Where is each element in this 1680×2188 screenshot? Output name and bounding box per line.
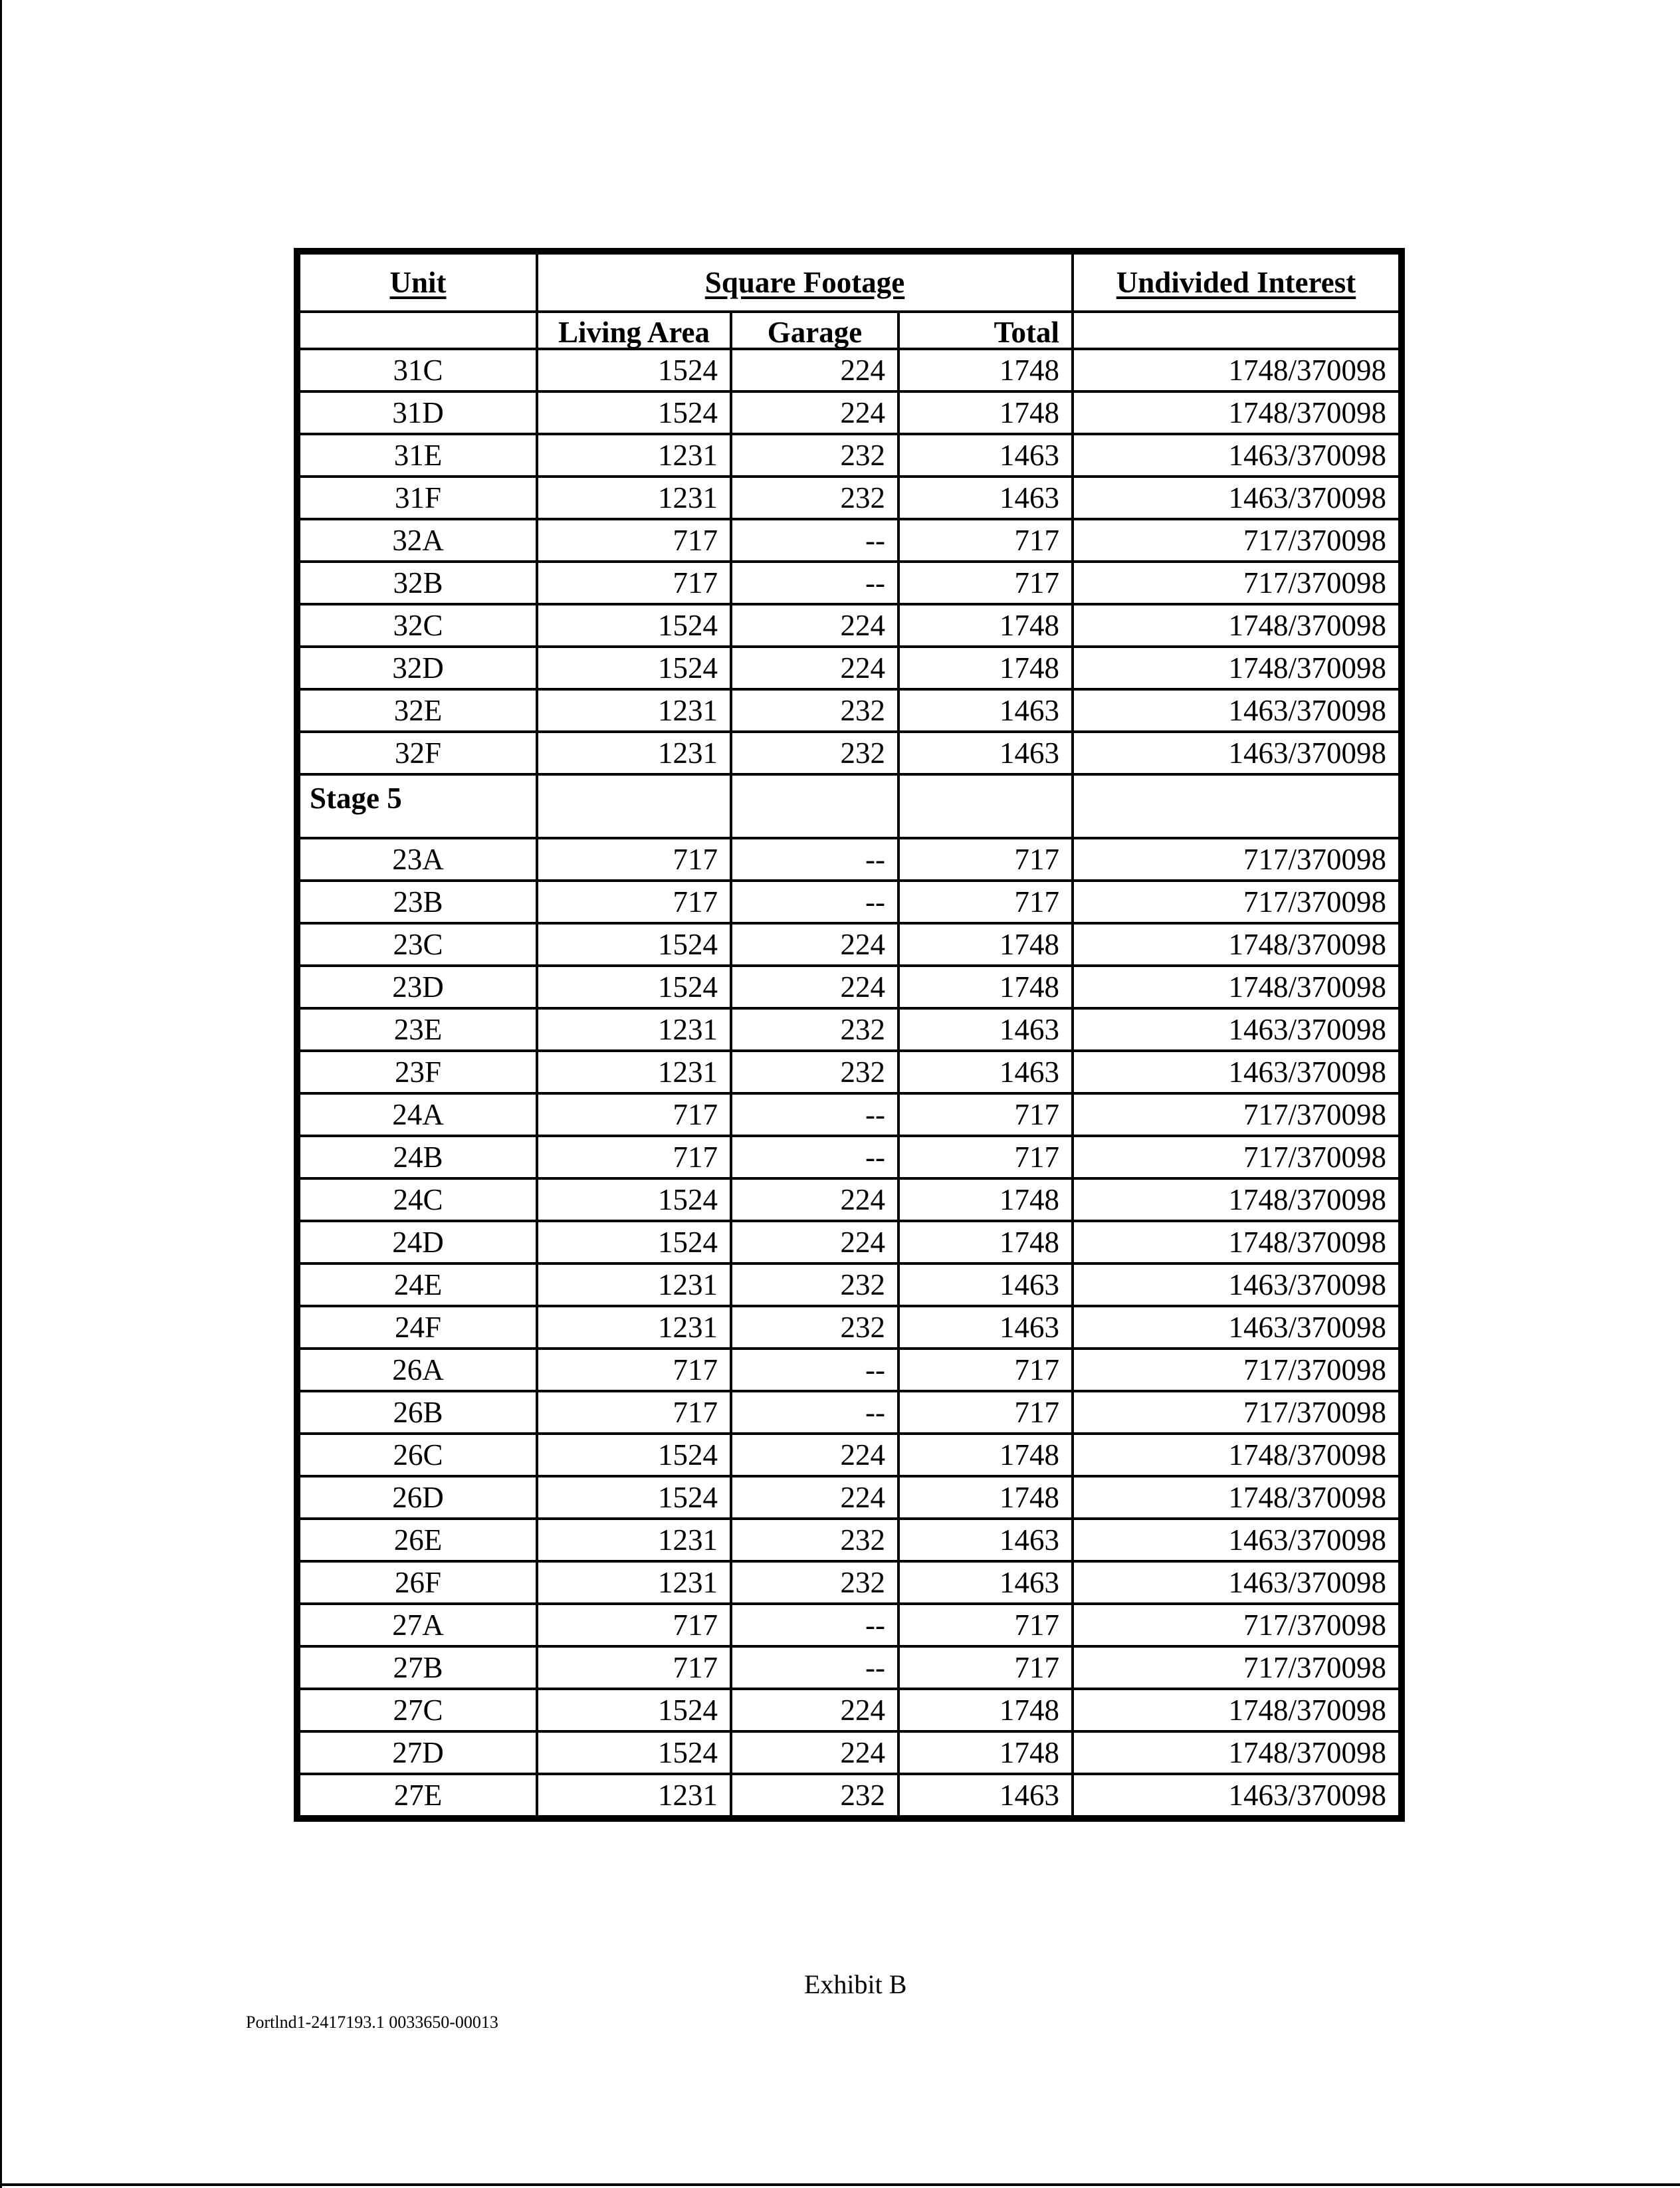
- unit-cell: 27A: [299, 1604, 537, 1646]
- undivided-interest-cell: 717/370098: [1073, 881, 1400, 923]
- garage-cell: 232: [731, 434, 898, 477]
- undivided-interest-cell: 717/370098: [1073, 1136, 1400, 1178]
- undivided-interest-cell: 1463/370098: [1073, 689, 1400, 732]
- undivided-interest-cell: 1748/370098: [1073, 923, 1400, 966]
- unit-cell: 26A: [299, 1349, 537, 1391]
- undivided-interest-cell: 1748/370098: [1073, 1689, 1400, 1731]
- living-area-cell: 1231: [537, 1774, 731, 1816]
- living-area-cell: 717: [537, 519, 731, 562]
- unit-table-frame: [294, 248, 1405, 1822]
- total-cell: 1748: [898, 604, 1073, 647]
- garage-cell: 232: [731, 1774, 898, 1816]
- unit-cell: 26B: [299, 1391, 537, 1434]
- table-row: [299, 1519, 1400, 1561]
- undivided-interest-cell: 1748/370098: [1073, 604, 1400, 647]
- table-row: [299, 1008, 1400, 1051]
- total-cell: 1463: [898, 1774, 1073, 1816]
- undivided-interest-cell: 1463/370098: [1073, 477, 1400, 519]
- undivided-interest-cell: 1463/370098: [1073, 732, 1400, 774]
- total-cell: 717: [898, 1604, 1073, 1646]
- garage-cell: 224: [731, 647, 898, 689]
- unit-cell: 24E: [299, 1263, 537, 1306]
- stage-empty-cell: [1073, 774, 1400, 838]
- living-area-cell: 1524: [537, 923, 731, 966]
- living-area-cell: 1524: [537, 1178, 731, 1221]
- table-row: [299, 1391, 1400, 1434]
- table-row: [299, 1093, 1400, 1136]
- unit-header-cell: [299, 253, 537, 312]
- total-cell: 1748: [898, 1689, 1073, 1731]
- total-cell: 1748: [898, 1221, 1073, 1263]
- document-id: Portlnd1-2417193.1 0033650-00013: [246, 2013, 498, 2032]
- undivided-interest-cell: 1463/370098: [1073, 1561, 1400, 1604]
- stage-label: Stage 5: [299, 774, 537, 838]
- undivided-interest-cell: 1463/370098: [1073, 1774, 1400, 1816]
- garage-cell: --: [731, 1646, 898, 1689]
- table-row: [299, 647, 1400, 689]
- living-area-cell: 717: [537, 1391, 731, 1434]
- table-row: [299, 923, 1400, 966]
- garage-cell: --: [731, 562, 898, 604]
- square-footage-header-cell: [537, 253, 1073, 312]
- living-area-cell: 1231: [537, 1051, 731, 1093]
- total-cell: 717: [898, 1646, 1073, 1689]
- garage-cell: --: [731, 838, 898, 881]
- table-row: [299, 838, 1400, 881]
- undivided-interest-cell: 1748/370098: [1073, 966, 1400, 1008]
- living-area-cell: 1524: [537, 1476, 731, 1519]
- total-cell: 1748: [898, 1731, 1073, 1774]
- garage-cell: 224: [731, 349, 898, 391]
- garage-cell: 224: [731, 923, 898, 966]
- unit-cell: 27D: [299, 1731, 537, 1774]
- total-cell: 1463: [898, 1008, 1073, 1051]
- total-cell: 1748: [898, 923, 1073, 966]
- unit-cell: 32B: [299, 562, 537, 604]
- table-row: [299, 1051, 1400, 1093]
- undivided-interest-cell: 1463/370098: [1073, 434, 1400, 477]
- undivided-interest-cell: 1463/370098: [1073, 1263, 1400, 1306]
- living-area-cell: 1231: [537, 689, 731, 732]
- stage-empty-cell: [898, 774, 1073, 838]
- table-row: [299, 391, 1400, 434]
- total-cell: 1748: [898, 1434, 1073, 1476]
- living-area-cell: 1524: [537, 349, 731, 391]
- unit-cell: 23B: [299, 881, 537, 923]
- garage-cell: 232: [731, 732, 898, 774]
- page-left-edge: [0, 0, 2, 2188]
- header-row-secondary: [299, 312, 1400, 349]
- table-row: [299, 1476, 1400, 1519]
- living-area-cell: 717: [537, 1604, 731, 1646]
- living-area-cell: 1231: [537, 1008, 731, 1051]
- unit-table: [298, 252, 1401, 1818]
- total-cell: 1463: [898, 732, 1073, 774]
- total-cell: 1748: [898, 1178, 1073, 1221]
- total-cell: 717: [898, 838, 1073, 881]
- table-row: [299, 732, 1400, 774]
- living-area-cell: 717: [537, 838, 731, 881]
- unit-cell: 27B: [299, 1646, 537, 1689]
- table-row: [299, 1263, 1400, 1306]
- unit-header: Unit: [389, 265, 447, 299]
- living-area-cell: 1524: [537, 966, 731, 1008]
- table-row: [299, 881, 1400, 923]
- total-cell: 1748: [898, 349, 1073, 391]
- page-bottom-edge: [0, 2183, 1680, 2186]
- table-row: [299, 1561, 1400, 1604]
- table-row: [299, 434, 1400, 477]
- living-area-cell: 717: [537, 1646, 731, 1689]
- total-cell: 1748: [898, 966, 1073, 1008]
- unit-cell: 32A: [299, 519, 537, 562]
- living-area-cell: 717: [537, 1349, 731, 1391]
- unit-table-body: [299, 253, 1400, 1816]
- unit-cell: 23D: [299, 966, 537, 1008]
- garage-cell: 224: [731, 1689, 898, 1731]
- garage-cell: 232: [731, 689, 898, 732]
- table-row: [299, 477, 1400, 519]
- table-row: [299, 1604, 1400, 1646]
- table-row: [299, 1136, 1400, 1178]
- table-row: [299, 1349, 1400, 1391]
- unit-cell: 23A: [299, 838, 537, 881]
- undivided-interest-cell: 1748/370098: [1073, 1221, 1400, 1263]
- living-area-cell: 1231: [537, 1561, 731, 1604]
- stage-row: [299, 774, 1400, 838]
- stage-empty-cell: [537, 774, 731, 838]
- table-row: [299, 1646, 1400, 1689]
- unit-cell: 24B: [299, 1136, 537, 1178]
- total-cell: 1463: [898, 1306, 1073, 1349]
- garage-cell: 224: [731, 604, 898, 647]
- table-row: [299, 689, 1400, 732]
- living-area-cell: 1524: [537, 647, 731, 689]
- living-area-cell: 717: [537, 1093, 731, 1136]
- undivided-interest-cell: 1463/370098: [1073, 1051, 1400, 1093]
- living-area-cell: 717: [537, 1136, 731, 1178]
- undivided-interest-header-cell: [1073, 253, 1400, 312]
- table-row: [299, 519, 1400, 562]
- living-area-cell: 717: [537, 562, 731, 604]
- garage-cell: 232: [731, 477, 898, 519]
- unit-cell: 32E: [299, 689, 537, 732]
- garage-cell: --: [731, 1136, 898, 1178]
- undivided-interest-cell: 1748/370098: [1073, 647, 1400, 689]
- garage-header: Garage: [731, 312, 898, 349]
- garage-cell: 224: [731, 1221, 898, 1263]
- undivided-interest-cell: 1748/370098: [1073, 1731, 1400, 1774]
- garage-cell: 232: [731, 1263, 898, 1306]
- undivided-interest-cell: 717/370098: [1073, 519, 1400, 562]
- unit-cell: 26C: [299, 1434, 537, 1476]
- header-row-primary: [299, 253, 1400, 312]
- garage-cell: 224: [731, 391, 898, 434]
- undivided-interest-cell: 1463/370098: [1073, 1306, 1400, 1349]
- garage-cell: --: [731, 1349, 898, 1391]
- undivided-interest-cell: 1463/370098: [1073, 1519, 1400, 1561]
- total-cell: 1463: [898, 477, 1073, 519]
- living-area-cell: 1231: [537, 477, 731, 519]
- unit-cell: 26E: [299, 1519, 537, 1561]
- unit-cell: 32D: [299, 647, 537, 689]
- undivided-interest-cell: 1748/370098: [1073, 1178, 1400, 1221]
- unit-cell: 23C: [299, 923, 537, 966]
- garage-cell: 232: [731, 1519, 898, 1561]
- living-area-cell: 1231: [537, 732, 731, 774]
- living-area-cell: 1524: [537, 1221, 731, 1263]
- unit-cell: 24A: [299, 1093, 537, 1136]
- living-area-cell: 1524: [537, 1689, 731, 1731]
- unit-cell: 23E: [299, 1008, 537, 1051]
- garage-cell: 232: [731, 1561, 898, 1604]
- garage-cell: 232: [731, 1008, 898, 1051]
- unit-cell: 23F: [299, 1051, 537, 1093]
- undivided-interest-cell: 1748/370098: [1073, 1476, 1400, 1519]
- table-row: [299, 1221, 1400, 1263]
- garage-cell: --: [731, 519, 898, 562]
- total-header: Total: [898, 312, 1073, 349]
- unit-cell: 24F: [299, 1306, 537, 1349]
- table-row: [299, 1731, 1400, 1774]
- garage-cell: 224: [731, 1476, 898, 1519]
- unit-cell: 24D: [299, 1221, 537, 1263]
- total-cell: 1748: [898, 647, 1073, 689]
- living-area-cell: 1524: [537, 1434, 731, 1476]
- living-area-cell: 1231: [537, 1263, 731, 1306]
- table-row: [299, 562, 1400, 604]
- undivided-interest-cell: 717/370098: [1073, 838, 1400, 881]
- total-cell: 1463: [898, 1051, 1073, 1093]
- unit-cell: 31D: [299, 391, 537, 434]
- garage-cell: --: [731, 1391, 898, 1434]
- unit-cell: 32F: [299, 732, 537, 774]
- living-area-cell: 1524: [537, 1731, 731, 1774]
- undivided-interest-cell: 717/370098: [1073, 1093, 1400, 1136]
- undivided-interest-cell: 1463/370098: [1073, 1008, 1400, 1051]
- interest-subheader-empty: [1073, 312, 1400, 349]
- total-cell: 717: [898, 562, 1073, 604]
- unit-cell: 27C: [299, 1689, 537, 1731]
- garage-cell: 224: [731, 966, 898, 1008]
- undivided-interest-cell: 717/370098: [1073, 1646, 1400, 1689]
- undivided-interest-cell: 1748/370098: [1073, 349, 1400, 391]
- total-cell: 717: [898, 1136, 1073, 1178]
- living-area-cell: 717: [537, 881, 731, 923]
- unit-cell: 31C: [299, 349, 537, 391]
- total-cell: 717: [898, 881, 1073, 923]
- unit-cell: 26D: [299, 1476, 537, 1519]
- living-area-cell: 1524: [537, 604, 731, 647]
- unit-subheader-empty: [299, 312, 537, 349]
- undivided-interest-cell: 717/370098: [1073, 1349, 1400, 1391]
- garage-cell: --: [731, 881, 898, 923]
- living-area-cell: 1231: [537, 1306, 731, 1349]
- stage-empty-cell: [731, 774, 898, 838]
- table-row: [299, 1306, 1400, 1349]
- square-footage-header: Square Footage: [704, 265, 905, 299]
- garage-cell: --: [731, 1604, 898, 1646]
- undivided-interest-cell: 717/370098: [1073, 1604, 1400, 1646]
- unit-cell: 31E: [299, 434, 537, 477]
- undivided-interest-header: Undivided Interest: [1116, 265, 1356, 299]
- table-row: [299, 1434, 1400, 1476]
- total-cell: 717: [898, 1349, 1073, 1391]
- unit-cell: 32C: [299, 604, 537, 647]
- total-cell: 717: [898, 1391, 1073, 1434]
- undivided-interest-cell: 717/370098: [1073, 1391, 1400, 1434]
- undivided-interest-cell: 1748/370098: [1073, 1434, 1400, 1476]
- garage-cell: 224: [731, 1731, 898, 1774]
- total-cell: 717: [898, 1093, 1073, 1136]
- garage-cell: --: [731, 1093, 898, 1136]
- table-row: [299, 1178, 1400, 1221]
- total-cell: 1748: [898, 391, 1073, 434]
- living-area-header: Living Area: [537, 312, 731, 349]
- total-cell: 1463: [898, 434, 1073, 477]
- undivided-interest-cell: 717/370098: [1073, 562, 1400, 604]
- total-cell: 1463: [898, 1263, 1073, 1306]
- unit-cell: 24C: [299, 1178, 537, 1221]
- table-row: [299, 1774, 1400, 1816]
- undivided-interest-cell: 1748/370098: [1073, 391, 1400, 434]
- garage-cell: 232: [731, 1051, 898, 1093]
- unit-cell: 31F: [299, 477, 537, 519]
- living-area-cell: 1231: [537, 1519, 731, 1561]
- unit-cell: 27E: [299, 1774, 537, 1816]
- living-area-cell: 1231: [537, 434, 731, 477]
- unit-cell: 26F: [299, 1561, 537, 1604]
- table-row: [299, 966, 1400, 1008]
- total-cell: 717: [898, 519, 1073, 562]
- table-row: [299, 604, 1400, 647]
- total-cell: 1463: [898, 1519, 1073, 1561]
- table-row: [299, 1689, 1400, 1731]
- living-area-cell: 1524: [537, 391, 731, 434]
- garage-cell: 224: [731, 1178, 898, 1221]
- exhibit-label: Exhibit B: [804, 1969, 907, 1999]
- total-cell: 1748: [898, 1476, 1073, 1519]
- garage-cell: 232: [731, 1306, 898, 1349]
- total-cell: 1463: [898, 1561, 1073, 1604]
- garage-cell: 224: [731, 1434, 898, 1476]
- table-row: [299, 349, 1400, 391]
- total-cell: 1463: [898, 689, 1073, 732]
